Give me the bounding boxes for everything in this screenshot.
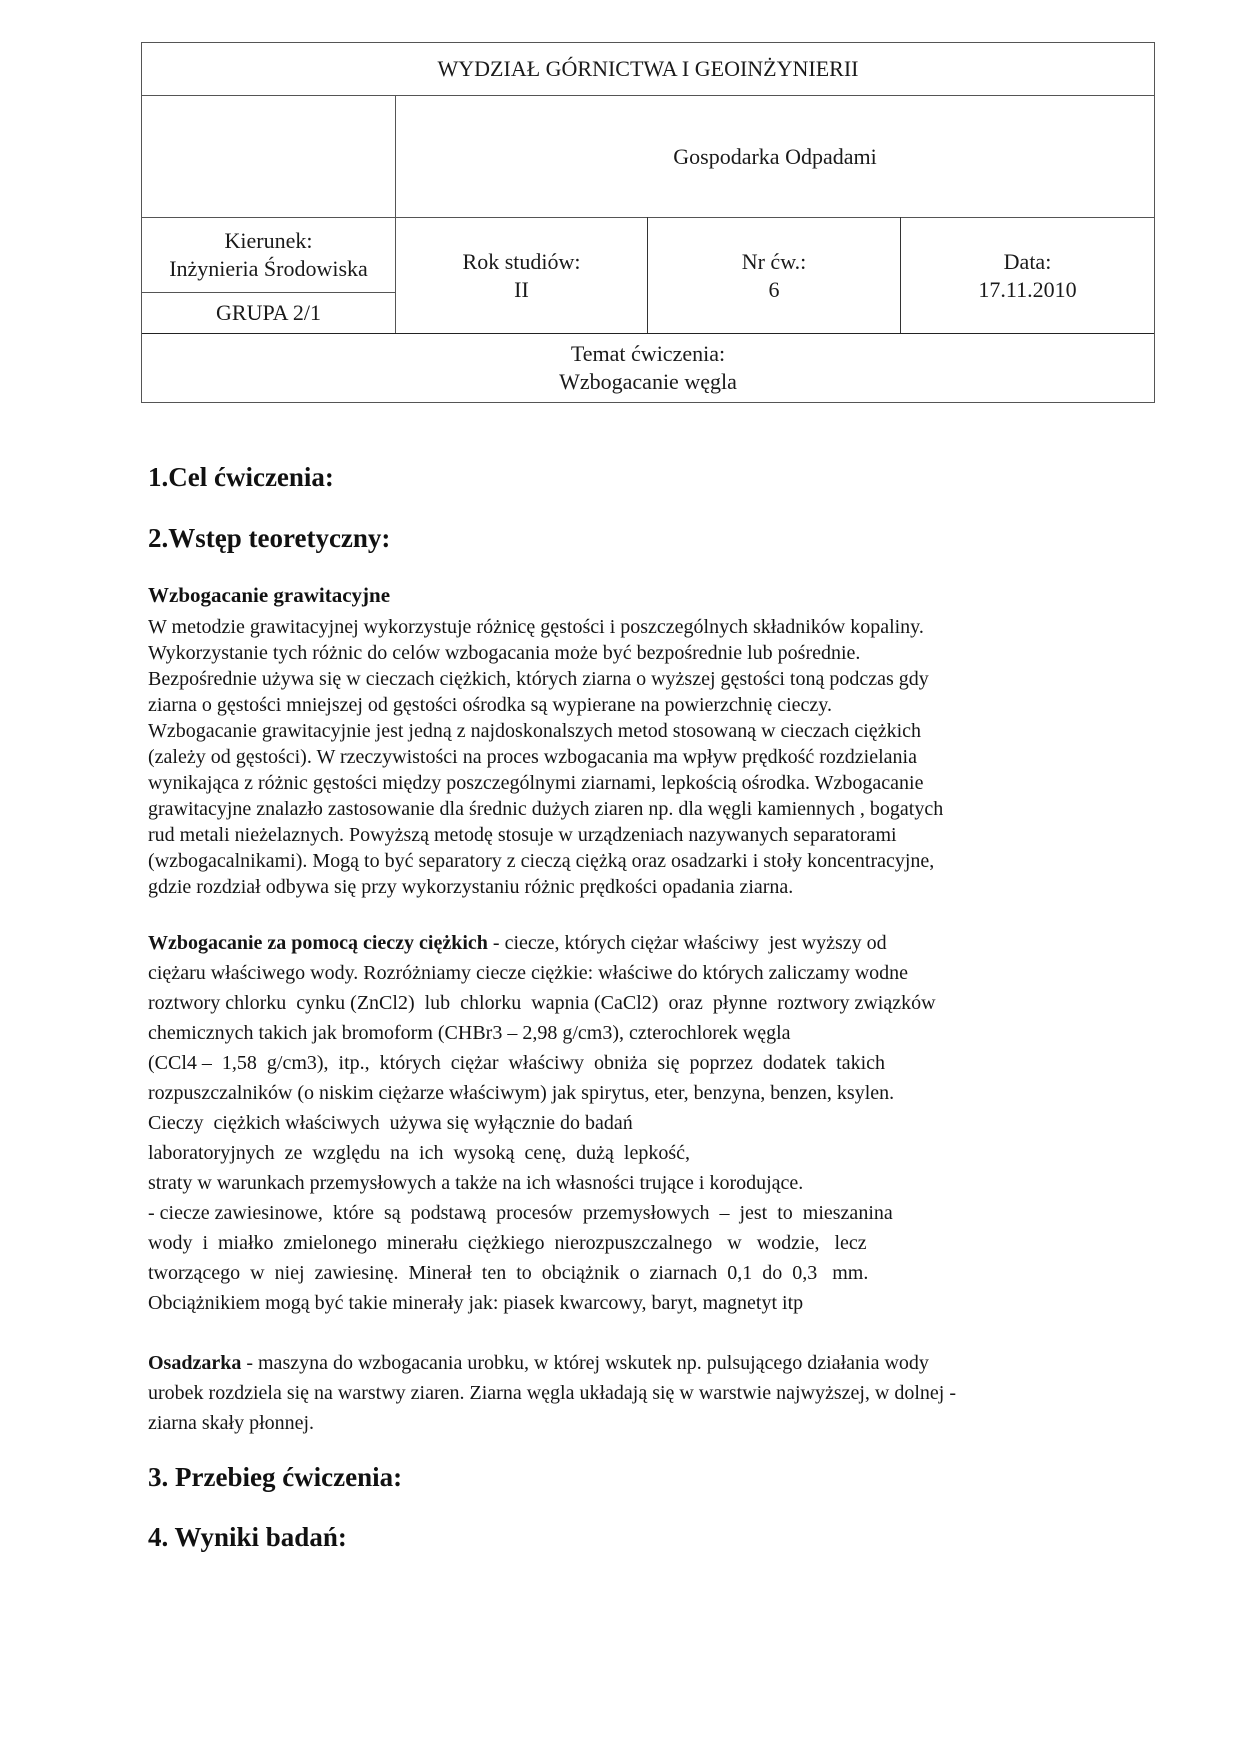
paragraph-heavy-liquids xyxy=(148,928,936,1318)
text-line: tworzącego w niej zawiesinę. Minerał ten to obciążnik o ziarnach 0,1 do 0,3 mm. xyxy=(148,1262,869,1284)
paragraph-gravity xyxy=(148,614,943,900)
year-cell xyxy=(396,218,647,333)
header-table xyxy=(141,42,1155,403)
subheading-gravity: Wzbogacanie grawitacyjne xyxy=(148,583,391,607)
text-line xyxy=(148,928,936,958)
logo-cell xyxy=(142,96,395,217)
field-value: Inżynieria Środowiska xyxy=(169,256,368,281)
date-value: 17.11.2010 xyxy=(978,276,1077,302)
field-cell xyxy=(142,218,395,292)
topic-label: Temat ćwiczenia: xyxy=(570,341,726,366)
text-line: (CCl4 – 1,58 g/cm3), itp., których ciężar właściwy obniża się poprzez dodatek takich xyxy=(148,1052,886,1074)
text-line: wynikająca z różnic gęstości między poszczególnymi ziarnami, lepkością ośrodka. Wzbogacanie xyxy=(148,772,924,794)
course-cell xyxy=(396,96,1154,217)
text-line: (wzbogacalnikami). Mogą to być separatory z cieczą ciężką oraz osadzarki i stoły koncentracyjne, xyxy=(148,850,935,872)
text-line: Wykorzystanie tych różnic do celów wzbogacania może być bezpośrednie lub pośrednie. xyxy=(148,642,861,664)
text-line: roztwory chlorku cynku (ZnCl2) lub chlorku wapnia (CaCl2) oraz płynne roztwory związków xyxy=(148,992,936,1014)
term-definition: - ciecze, których ciężar właściwy jest wyższy od xyxy=(487,932,887,954)
text-line: laboratoryjnych ze względu na ich wysoką cenę, dużą lepkość, xyxy=(148,1142,691,1164)
exercise-number-cell xyxy=(648,218,900,333)
topic-cell xyxy=(142,334,1154,402)
year-label: Rok studiów: xyxy=(462,248,581,274)
text-line: Obciążnikiem mogą być takie minerały jak: piasek kwarcowy, baryt, magnetyt itp xyxy=(148,1292,804,1314)
text-line: grawitacyjne znalazło zastosowanie dla średnic dużych ziaren np. dla węgli kamiennych , bogatych xyxy=(148,798,944,820)
text-line: ciężaru właściwego wody. Rozróżniamy ciecze ciężkie: właściwe do których zaliczamy wodne xyxy=(148,962,909,984)
text-line: ziarna o gęstości mniejszej od gęstości ośrodka są wypierane na powierzchnię cieczy. xyxy=(148,694,832,716)
text-line: (zależy od gęstości). W rzeczywistości na proces wzbogacania ma wpływ prędkość rozdzielania xyxy=(148,746,917,768)
term-definition: - maszyna do wzbogacania urobku, w której wskutek np. pulsującego działania wody xyxy=(241,1352,929,1374)
text-line: chemicznych takich jak bromoform (CHBr3 – 2,98 g/cm3), czterochlorek węgla xyxy=(148,1022,791,1044)
term-heavy-liquids: Wzbogacanie za pomocą cieczy ciężkich xyxy=(148,932,488,954)
section-heading-procedure: 3. Przebieg ćwiczenia: xyxy=(148,1462,403,1492)
text-line: gdzie rozdział odbywa się przy wykorzystaniu różnic prędkości opadania ziarna. xyxy=(148,876,794,898)
section-heading-theory: 2.Wstęp teoretyczny: xyxy=(148,523,391,553)
group-value: GRUPA 2/1 xyxy=(216,300,321,325)
paragraph-jig xyxy=(148,1348,956,1438)
faculty-name: WYDZIAŁ GÓRNICTWA I GEOINŻYNIERII xyxy=(437,56,859,81)
text-line: Wzbogacanie grawitacyjnie jest jedną z najdoskonalszych metod stosowaną w cieczach ciężkich xyxy=(148,720,921,742)
section-heading-results: 4. Wyniki badań: xyxy=(148,1522,347,1552)
text-line: urobek rozdziela się na warstwy ziaren. Ziarna węgla układają się w warstwie najwyższej, w dolnej - xyxy=(148,1382,957,1404)
text-line xyxy=(148,1348,956,1378)
text-line: rozpuszczalników (o niskim ciężarze właściwym) jak spirytus, eter, benzyna, benzen, ksylen. xyxy=(148,1082,895,1104)
faculty-cell xyxy=(142,43,1154,95)
year-value: II xyxy=(514,276,529,302)
exercise-number-label: Nr ćw.: xyxy=(741,248,807,274)
text-line: rud metali nieżelaznych. Powyższą metodę stosuje w urządzeniach nazywanych separatorami xyxy=(148,824,897,846)
text-line: W metodzie grawitacyjnej wykorzystuje różnicę gęstości i poszczególnych składników kopaliny. xyxy=(148,616,924,638)
course-name: Gospodarka Odpadami xyxy=(673,143,877,169)
text-line: Bezpośrednie używa się w cieczach ciężkich, których ziarna o wyższej gęstości toną podczas gdy xyxy=(148,668,929,690)
text-line: - ciecze zawiesinowe, które są podstawą procesów przemysłowych – jest to mieszanina xyxy=(148,1202,893,1224)
text-line: straty w warunkach przemysłowych a także na ich własności trujące i korodujące. xyxy=(148,1172,804,1194)
topic-value: Wzbogacanie węgla xyxy=(559,369,737,394)
text-line: Cieczy ciężkich właściwych używa się wyłącznie do badań xyxy=(148,1112,633,1134)
date-label: Data: xyxy=(1003,248,1052,274)
text-line: wody i miałko zmielonego minerału ciężkiego nierozpuszczalnego w wodzie, lecz xyxy=(148,1232,867,1254)
field-label: Kierunek: xyxy=(224,228,313,253)
group-cell xyxy=(142,293,395,333)
section-heading-goal: 1.Cel ćwiczenia: xyxy=(148,462,334,492)
text-line: ziarna skały płonnej. xyxy=(148,1412,315,1434)
term-jig: Osadzarka xyxy=(148,1352,242,1374)
exercise-number-value: 6 xyxy=(768,276,780,302)
date-cell xyxy=(901,218,1154,333)
